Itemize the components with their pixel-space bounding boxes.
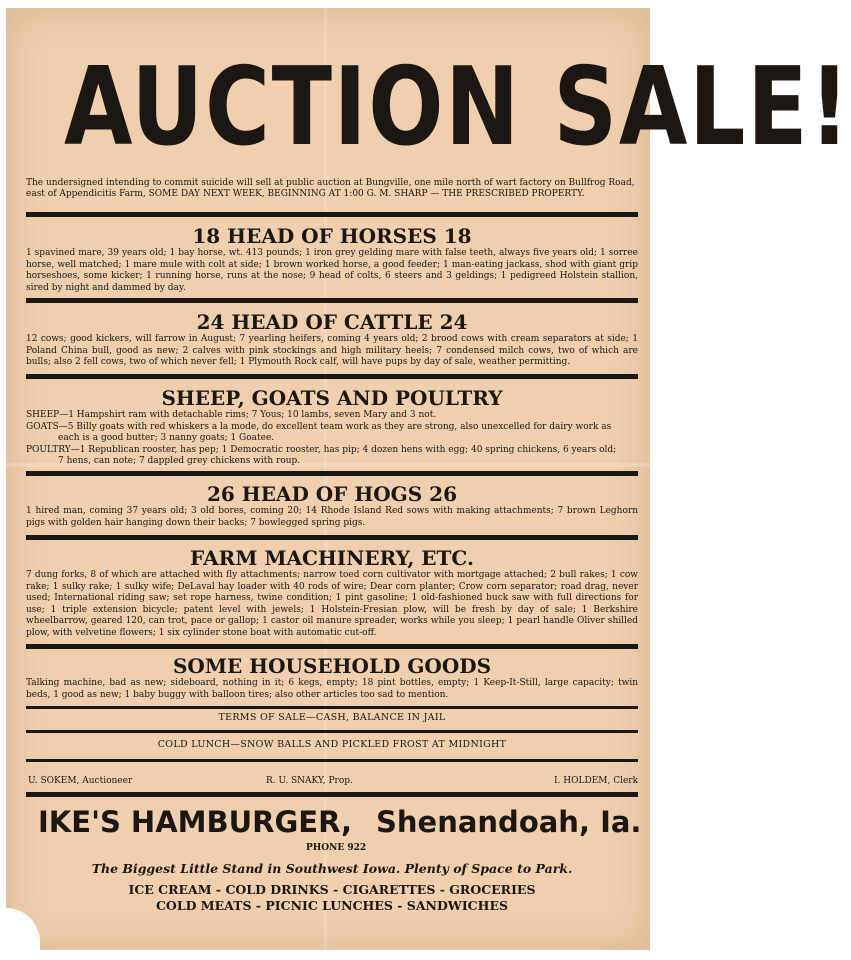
- goats-line: GOATS—5 Billy goats with red whiskers a la mode, do excellent team work as they are strong, also unexcelled for dairy work as: [26, 421, 612, 432]
- poultry-line: POULTRY—1 Republican rooster, has pep; 1 Democratic rooster, has pip; 4 dozen hens with egg; 40 spring chickens, 6 years old;: [26, 444, 617, 455]
- ad-phone: PHONE 922: [306, 843, 367, 853]
- horses-heading: 18 HEAD OF HORSES 18: [192, 224, 472, 248]
- divider: [26, 212, 638, 217]
- household-text: Talking machine, bad as new; sideboard, nothing in it; 6 kegs, empty; 18 pint bottles, empty; 1 Keep-It-Still, large capacity; twin beds, 1 good as new; 1 baby buggy with balloon tires; also other articles too sad to mention.: [26, 678, 638, 700]
- hogs-heading: 26 HEAD OF HOGS 26: [207, 482, 457, 506]
- divider: [26, 374, 638, 379]
- ad-location: Shenandoah, Ia.: [376, 805, 642, 839]
- divider: [26, 706, 638, 709]
- terms-of-sale: TERMS OF SALE—CASH, BALANCE IN JAIL: [218, 712, 446, 723]
- machinery-text: 7 dung forks, 8 of which are attached with fly attachments; narrow toed corn cultivator with mortgage attached; 2 bull rakes; 1 cow rake; 1 sulky rake; 1 sulky wife; DeLaval hay loader with 40 rods of wire; Dear corn planter; Crow corn separator; road drag, never used; International riding saw; set rope harness, twine condition; 1 pint gasoline; 1 old-fashioned buck saw with full directions for use; 1 triple extension bicycle; patent level with jewels; 1 Holstein-Fresian plow, will be fresh by day of sale; 1 Berkshire wheelbarrow, geared 120, can trot, pace or gallop; 1 castor oil manure spreader, works while you sleep; 1 pearl handle Oliver shilled plow, with velvetine flowers; 1 six cylinder stone boat with automatic cut-off.: [26, 570, 638, 638]
- ad-offer-line-2: COLD MEATS - PICNIC LUNCHES - SANDWICHES: [155, 898, 508, 913]
- horses-text: 1 spavined mare, 39 years old; 1 bay horse, wt. 413 pounds; 1 iron grey gelding mare with false teeth, always five years old; 1 sorree horse, well matched; 1 mare mule with colt at side; 1 brown worked horse, a good feeder; 1 man-eating jackass, shod with giant grip horseshoes, some kicker; 1 running horse, runs at the nose; 9 head of colts, 6 steers and 3 geldings; 1 pedigreed Holstein stallion, sired by night and dammed by day.: [26, 248, 638, 293]
- ad-offer-line-1: ICE CREAM - COLD DRINKS - CIGARETTES - GROCERIES: [128, 882, 536, 897]
- divider: [26, 792, 638, 797]
- divider: [26, 730, 638, 733]
- sheep-text: [26, 410, 638, 468]
- machinery-heading: FARM MACHINERY, ETC.: [190, 546, 474, 570]
- sheep-heading: SHEEP, GOATS AND POULTRY: [161, 386, 503, 410]
- cattle-text: 12 cows; good kickers, will farrow in August; 7 yearling heifers, coming 4 years old; 2 brood cows with cream separators at side; 1 Poland China bull, good as new; 2 calves with pink stockings and high military heels; 7 condensed milch cows, two of which are bulls; also 2 fell cows, two of which never fell; 1 Plymouth Rock calf, will have pups by day of sale, weather permitting.: [26, 334, 638, 367]
- ad-slogan: The Biggest Little Stand in Southwest Iowa. Plenty of Space to Park.: [91, 861, 573, 876]
- cattle-heading: 24 HEAD OF CATTLE 24: [196, 310, 468, 334]
- divider: [26, 644, 638, 649]
- proprietor-name: R. U. SNAKY, Prop.: [266, 776, 353, 786]
- auctioneer-name: U. SOKEM, Auctioneer: [28, 776, 133, 786]
- ad-headline: [26, 804, 642, 840]
- ad-business-name: IKE'S HAMBURGER,: [38, 805, 352, 839]
- hogs-text: 1 hired man, coming 37 years old; 3 old bores, coming 20; 14 Rhode Island Red sows with making attachments; 7 brown Leghorn pigs with golden hair hanging down their backs; 7 bowlegged spring pigs.: [26, 506, 638, 528]
- torn-corner: [6, 908, 40, 950]
- divider: [26, 535, 638, 540]
- cold-lunch: COLD LUNCH—SNOW BALLS AND PICKLED FROST AT MIDNIGHT: [157, 739, 507, 750]
- intro-text: The undersigned intending to commit suicide will sell at public auction at Bungville, one mile north of wart factory on Bullfrog Road, east of Appendicitis Farm, SOME DAY NEXT WEEK, BEGINNING AT 1:00 G. M. SHARP — THE PRESCRIBED PROPERTY.: [26, 178, 635, 199]
- divider: [26, 471, 638, 476]
- sheep-line: SHEEP—1 Hampshirt ram with detachable rims; 7 Yous; 10 lambs, seven Mary and 3 not.: [26, 410, 437, 420]
- divider: [26, 298, 638, 303]
- clerk-name: I. HOLDEM, Clerk: [554, 776, 639, 786]
- poster-title: AUCTION SALE!: [63, 45, 851, 170]
- household-heading: SOME HOUSEHOLD GOODS: [172, 654, 492, 678]
- auction-poster: [6, 8, 851, 950]
- goats-line-cont: each is a good butter; 3 nanny goats; 1 Goatee.: [58, 433, 275, 443]
- divider: [26, 759, 638, 762]
- poultry-line-cont: 7 hens, can note; 7 dappled grey chickens with roup.: [58, 456, 301, 466]
